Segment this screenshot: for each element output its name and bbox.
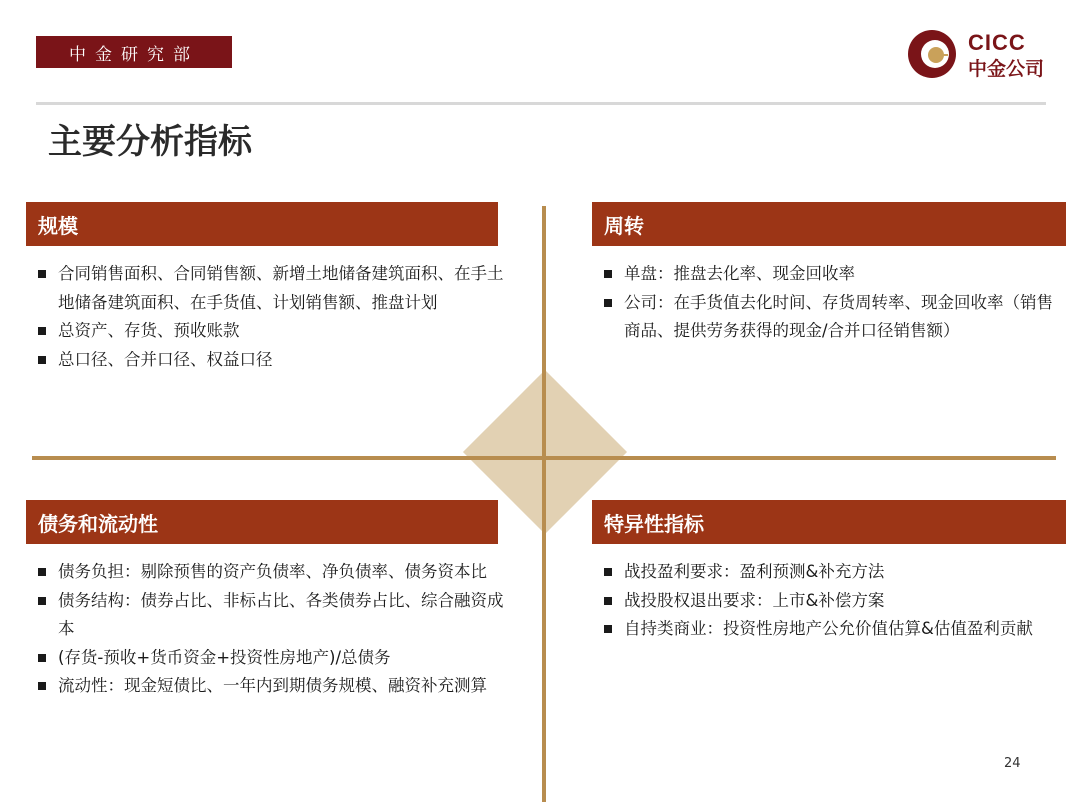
bullet-square-icon — [38, 270, 46, 278]
list-item: 债务负担：剔除预售的资产负债率、净负债率、债务资本比 — [36, 558, 506, 587]
list-item: 战投股权退出要求：上市&补偿方案 — [602, 587, 1064, 616]
bullet-square-icon — [604, 299, 612, 307]
list-item: 单盘：推盘去化率、现金回收率 — [602, 260, 1064, 289]
bullet-square-icon — [604, 270, 612, 278]
bullet-square-icon — [38, 654, 46, 662]
vertical-divider — [542, 206, 546, 802]
quadrant-turnover-header: 周转 — [592, 202, 1066, 246]
bullet-square-icon — [604, 625, 612, 633]
logo-text-cn: 中金公司 — [968, 58, 1045, 80]
quadrant-scale-list — [36, 260, 506, 374]
quadrant-debt-liquidity-header: 债务和流动性 — [26, 500, 498, 544]
cicc-logo — [906, 28, 1056, 80]
list-item: 战投盈利要求：盈利预测&补充方法 — [602, 558, 1064, 587]
list-item: 总资产、存货、预收账款 — [36, 317, 506, 346]
quadrant-turnover-list — [602, 260, 1064, 346]
page-title: 主要分析指标 — [48, 122, 252, 162]
quadrant-debt-liquidity-list — [36, 558, 506, 701]
header-divider — [36, 102, 1046, 105]
list-item: 合同销售面积、合同销售额、新增土地储备建筑面积、在手土地储备建筑面积、在手货值、计划销售额、推盘计划 — [36, 260, 506, 317]
page-number: 24 — [1004, 756, 1021, 771]
bullet-square-icon — [38, 356, 46, 364]
list-item: (存货-预收+货币资金+投资性房地产)/总债务 — [36, 644, 506, 673]
quadrant-specific-indicators-list — [602, 558, 1064, 644]
cicc-logo-icon — [906, 28, 958, 80]
logo-text-en: CICC — [968, 30, 1026, 55]
horizontal-divider — [32, 456, 1056, 460]
bullet-square-icon — [38, 327, 46, 335]
bullet-square-icon — [38, 597, 46, 605]
bullet-square-icon — [604, 597, 612, 605]
bullet-square-icon — [604, 568, 612, 576]
quadrant-scale-header: 规模 — [26, 202, 498, 246]
bullet-square-icon — [38, 682, 46, 690]
bullet-square-icon — [38, 568, 46, 576]
quadrant-specific-indicators-header: 特异性指标 — [592, 500, 1066, 544]
list-item: 总口径、合并口径、权益口径 — [36, 346, 506, 375]
list-item: 公司：在手货值去化时间、存货周转率、现金回收率（销售商品、提供劳务获得的现金/合并口径销售额） — [602, 289, 1064, 346]
list-item: 债务结构：债券占比、非标占比、各类债券占比、综合融资成本 — [36, 587, 506, 644]
list-item: 自持类商业：投资性房地产公允价值估算&估值盈利贡献 — [602, 615, 1064, 644]
list-item: 流动性：现金短债比、一年内到期债务规模、融资补充测算 — [36, 672, 506, 701]
department-tag: 中金研究部 — [36, 36, 232, 68]
